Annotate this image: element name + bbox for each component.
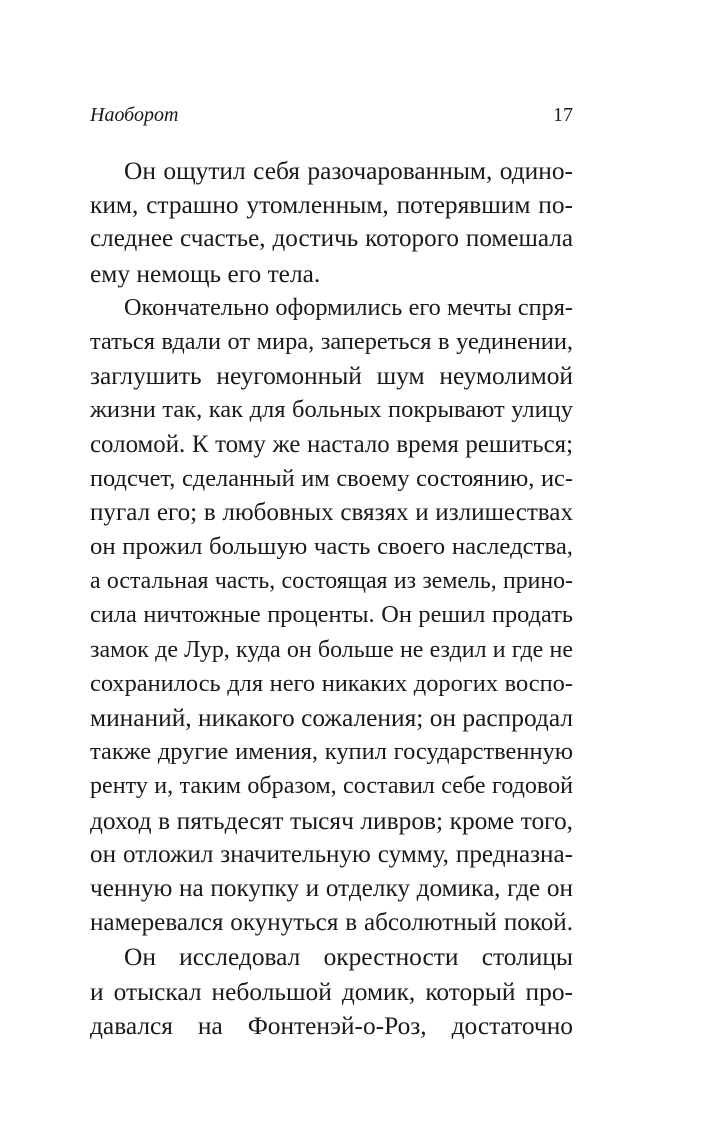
paragraph-2 (90, 291, 573, 941)
text-line: ченную на покупку и отделку домика, где он (90, 874, 573, 902)
paragraph-1 (90, 154, 573, 291)
text-line: доход в пятьдесят тысяч ливров; кроме того, (90, 806, 573, 835)
text-line: ким, страшно утомленным, потерявшим по- (90, 191, 573, 220)
text-line: и отыскал небольшой домик, который про- (90, 977, 573, 1006)
text-line: намеревался окунуться в абсолютный покой. (90, 909, 573, 937)
paragraph-3 (90, 940, 573, 1043)
page-number: 17 (553, 104, 573, 126)
running-head (90, 101, 573, 129)
text-line: минаний, никакого сожаления; он распродал (90, 704, 573, 732)
text-line: Он ощутил себя разочарованным, одино- (124, 157, 573, 185)
running-title: Наоборот (90, 104, 179, 126)
text-line: подсчет, сделанный им своему состоянию, ис- (90, 464, 573, 492)
text-line: жизни так, как для больных покрывают улицу (90, 396, 573, 424)
text-line: ренту и, таким образом, составил себе годовой (90, 773, 573, 800)
text-line: пугал его; в любовных связях и излишествах (90, 498, 573, 526)
text-line: соломой. К тому же настало время решиться; (90, 430, 573, 458)
text-line: ему немощь его тела. (90, 259, 321, 288)
text-line: а остальная часть, состоящая из земель, прино- (90, 568, 573, 595)
text-line: сила ничтожные проценты. Он решил продать (90, 601, 573, 629)
text-line: он отложил значительную сумму, предназна- (90, 840, 573, 868)
text-line: Он исследовал окрестности столицы (124, 943, 573, 972)
body-text (90, 154, 573, 1043)
text-line: сохранилось для него никаких дорогих воспо- (90, 669, 573, 697)
text-line: давался на Фонтенэй-о-Роз, достаточно (90, 1011, 573, 1040)
text-line: Окончательно оформились его мечты спря- (124, 293, 573, 321)
text-line: следнее счастье, достичь которого помешала (90, 225, 573, 253)
text-line: заглушить неугомонный шум неумолимой (90, 362, 573, 391)
text-line: замок де Лур, куда он больше не ездил и где не (90, 636, 573, 663)
text-line: таться вдали от мира, запереться в уединении, (90, 327, 573, 355)
text-line: также другие имения, купил государственную (90, 738, 573, 766)
text-line: он прожил большую часть своего наследства, (90, 533, 573, 561)
